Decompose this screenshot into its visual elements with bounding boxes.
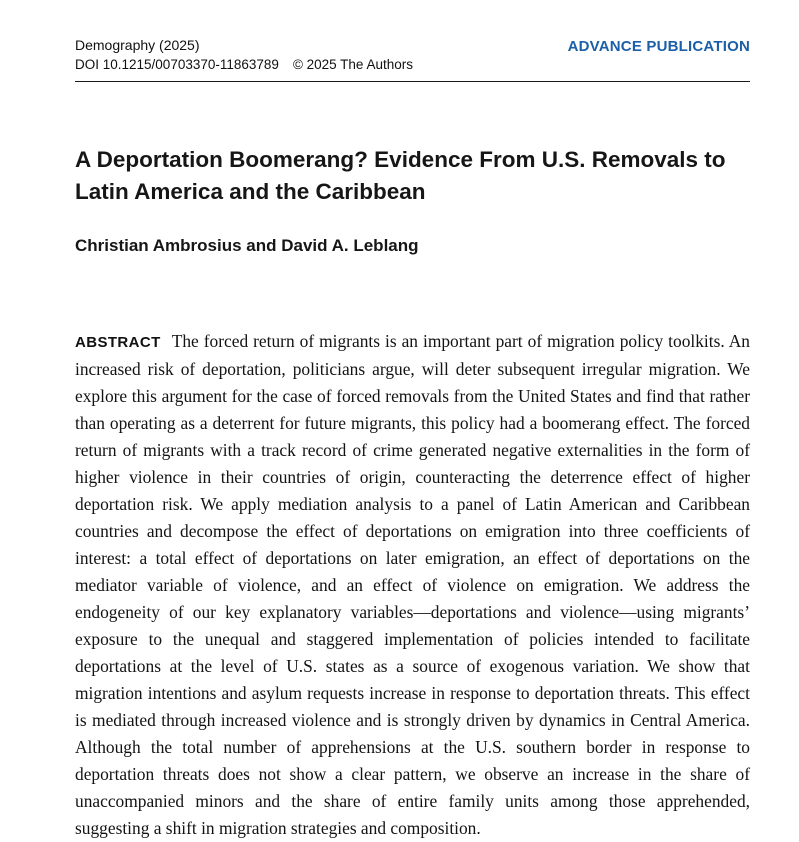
paper-authors: Christian Ambrosius and David A. Leblang <box>75 235 419 255</box>
advance-publication-label: ADVANCE PUBLICATION <box>567 38 750 55</box>
abstract-paragraph <box>75 328 750 842</box>
paper-title: A Deportation Boomerang? Evidence From U.S. Removals to Latin America and the Caribbean <box>75 147 726 204</box>
journal-name: Demography (2025) <box>75 37 200 53</box>
copyright-text: © 2025 The Authors <box>292 56 413 72</box>
abstract-label: ABSTRACT <box>75 333 161 351</box>
doi-text: DOI 10.1215/00703370-11863789 <box>75 56 279 72</box>
journal-info <box>75 36 413 74</box>
doi-row <box>75 56 413 75</box>
abstract-text: The forced return of migrants is an important part of migration policy toolkits. An increased risk of deportation, politicians argue, will deter subsequent irregular migration. We explore this argument for the case of forced removals from the United States and find that rather than operating as a deterrent for future migrants, this policy had a boomerang effect. The forced return of migrants with a track record of crime generated negative externalities in the form of higher violence in their countries of origin, counteracting the deterrence effect of higher deportation risk. We apply mediation analysis to a panel of Latin American and Caribbean countries and decompose the effect of deportations on emigration into three coefficients of interest: a total effect of deportations on later emigration, an effect of deportations on the mediator variable of violence, and an effect of violence on emigration. We address the endogeneity of our key explanatory variables—deportations and violence—using migrants’ exposure to the unequal and staggered implementation of policies intended to facilitate deportations at the level of U.S. states as a source of exogenous variation. We show that migration intentions and asylum requests increase in response to deportation threats. This effect is mediated through increased violence and is strongly driven by dynamics in Central America. Although the total number of apprehensions at the U.S. southern border in response to deportation threats does not show a clear pattern, we observe an increase in the share of unaccompanied minors and the share of entire family units among those apprehended, suggesting a shift in migration strategies and composition. <box>75 330 750 838</box>
header-divider <box>75 81 750 82</box>
paper-header <box>75 36 750 74</box>
